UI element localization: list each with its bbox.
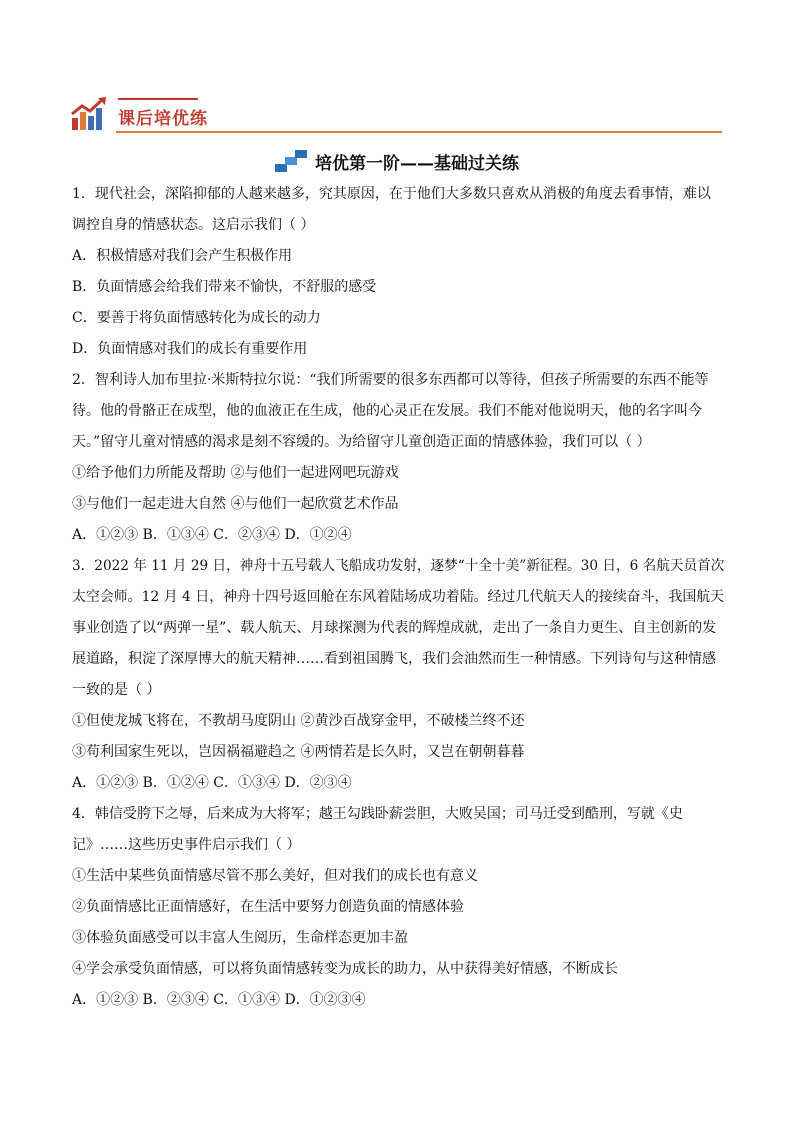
q4-statement-1: ①生活中某些负面情感尽管不那么美好，但对我们的成长也有意义 <box>72 868 478 884</box>
q4-statement-2: ②负面情感比正面情感好，在生活中要努力创造负面的情感体验 <box>72 899 464 915</box>
page-header <box>70 96 722 136</box>
q3-statements-1: ①但使龙城飞将在，不教胡马度阴山 ②黄沙百战穿金甲，不破楼兰终不还 <box>72 713 525 729</box>
q1-option-b: B．负面情感会给我们带来不愉快，不舒服的感受 <box>72 279 377 295</box>
q2-stem-line2: 待。他的骨骼正在成型，他的血液正在生成，他的心灵正在发展。我们不能对他说明天，他的名字叫今 <box>72 403 702 419</box>
header-divider <box>116 131 722 133</box>
q4-choices: A．①②③ B．②③④ C．①③④ D．①②③④ <box>72 992 366 1008</box>
q3-stem-line3: 事业创造了以“两弹一星”、载人航天、月球探测为代表的辉煌成就，走出了一条自力更生、自主创新的发 <box>72 620 717 636</box>
page-title: 课后培优练 <box>118 109 208 129</box>
q2-choices: A．①②③ B．①③④ C．②③④ D．①②④ <box>72 527 352 543</box>
q1-option-d: D．负面情感对我们的成长有重要作用 <box>72 341 308 357</box>
stairs-icon <box>275 150 307 174</box>
q3-statements-2: ③苟利国家生死以，岂因祸福避趋之 ④两情若是长久时，又岂在朝朝暮暮 <box>72 744 525 760</box>
q4-statement-4: ④学会承受负面情感，可以将负面情感转变为成长的助力，从中获得美好情感，不断成长 <box>72 961 618 977</box>
q2-statements-1: ①给予他们力所能及帮助 ②与他们一起进网吧玩游戏 <box>72 465 399 481</box>
section-title: 培优第一阶——基础过关练 <box>315 154 519 174</box>
growth-chart-icon <box>70 96 108 132</box>
q4-stem-line1: 4．韩信受胯下之辱，后来成为大将军；越王勾践卧薪尝胆，大败吴国；司马迁受到酷刑，写就《史 <box>72 806 683 822</box>
q1-option-a: A．积极情感对我们会产生积极作用 <box>72 248 293 264</box>
q2-statements-2: ③与他们一起走进大自然 ④与他们一起欣赏艺术作品 <box>72 496 399 512</box>
header-accent-line <box>118 98 198 100</box>
q3-stem-line5: 一致的是（ ） <box>72 682 161 698</box>
q1-stem-line2: 调控自身的情感状态。这启示我们（ ） <box>72 217 315 233</box>
q2-stem-line1: 2．智利诗人加布里拉·米斯特拉尔说：“我们所需要的很多东西都可以等待，但孩子所需要的东西不能等 <box>72 372 709 388</box>
q3-stem-line1: 3．2022 年 11 月 29 日，神舟十五号载人飞船成功发射，逐梦“十全十美”新征程。30 日，6 名航天员首次 <box>72 558 725 574</box>
q1-stem-line1: 1．现代社会，深陷抑郁的人越来越多，究其原因，在于他们大多数只喜欢从消极的角度去看事情，难以 <box>72 186 711 202</box>
q3-choices: A．①②③ B．①②④ C．①③④ D．②③④ <box>72 775 352 791</box>
q3-stem-line2: 太空会师。12 月 4 日，神舟十四号返回舱在东风着陆场成功着陆。经过几代航天人的接续奋斗，我国航天 <box>72 589 725 605</box>
q2-stem-line3: 天。”留守儿童对情感的渴求是刻不容缓的。为给留守儿童创造正面的情感体验，我们可以（ ） <box>72 434 651 450</box>
q3-stem-line4: 展道路，积淀了深厚博大的航天精神……看到祖国腾飞，我们会油然而生一种情感。下列诗句与这种情感 <box>72 651 716 667</box>
q4-statement-3: ③体验负面感受可以丰富人生阅历，生命样态更加丰盈 <box>72 930 408 946</box>
q1-option-c: C．要善于将负面情感转化为成长的动力 <box>72 310 321 326</box>
q4-stem-line2: 记》……这些历史事件启示我们（ ） <box>72 837 301 853</box>
section-heading <box>0 149 794 179</box>
